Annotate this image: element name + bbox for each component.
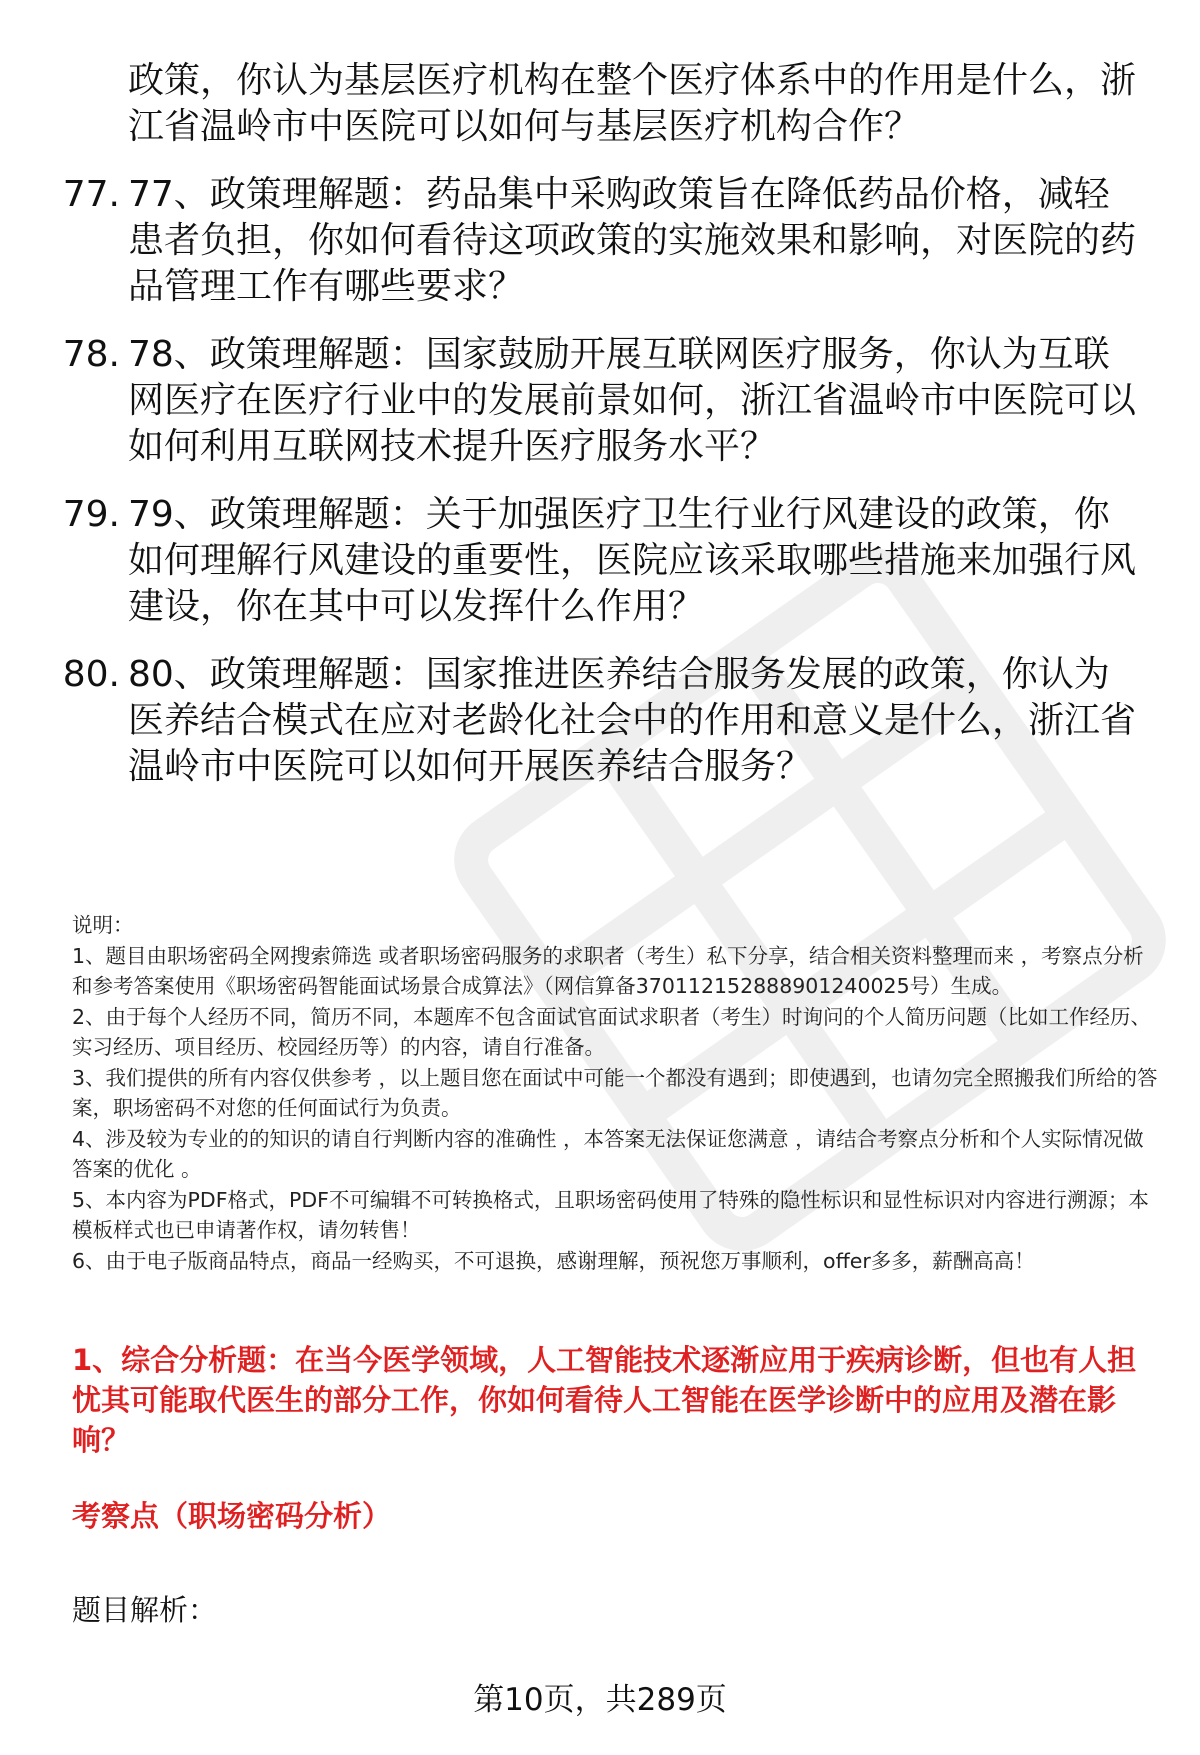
question-item	[0, 332, 1200, 470]
question-number: 80.	[62, 654, 120, 695]
question-list	[0, 58, 1200, 812]
question-number: 77.	[62, 174, 120, 215]
page-footer: 第10页，共289页	[473, 1682, 727, 1718]
note-item: 2、由于每个人经历不同，简历不同，本题库不包含面试官面试求职者（考生）时询问的个人简历问题（比如工作经历、实习经历、项目经历、校园经历等）的内容，请自行准备。	[72, 1004, 1152, 1059]
question-item	[0, 58, 1200, 150]
question-text: 80、政策理解题：国家推进医养结合服务发展的政策，你认为医养结合模式在应对老龄化社会中的作用和意义是什么，浙江省温岭市中医院可以如何开展医养结合服务？	[128, 654, 1137, 787]
analysis-subtitle: 题目解析：	[72, 1593, 218, 1627]
note-item: 3、我们提供的所有内容仅供参考 ，以上题目您在面试中可能一个都没有遇到；即使遇到，也请勿完全照搬我们所给的答案，职场密码不对您的任何面试行为负责。	[72, 1065, 1158, 1120]
question-item	[0, 652, 1200, 790]
question-item	[0, 492, 1200, 630]
question-text: 77、政策理解题：药品集中采购政策旨在降低药品价格，减轻患者负担，你如何看待这项政策的实施效果和影响，对医院的药品管理工作有哪些要求？	[128, 174, 1137, 307]
note-item: 1、题目由职场密码全网搜索筛选 或者职场密码服务的求职者（考生）私下分享，结合相关资料整理而来 ，考察点分析和参考答案使用《职场密码智能面试场景合成算法》（网信算备370112152888901240025号）生成。	[72, 943, 1144, 998]
section-title: 考察点（职场密码分析）	[72, 1499, 392, 1533]
question-text: 78、政策理解题：国家鼓励开展互联网医疗服务，你认为互联网医疗在医疗行业中的发展前景如何，浙江省温岭市中医院可以如何利用互联网技术提升医疗服务水平？	[128, 334, 1137, 467]
question-text: 79、政策理解题：关于加强医疗卫生行业行风建设的政策，你如何理解行风建设的重要性，医院应该采取哪些措施来加强行风建设，你在其中可以发挥什么作用？	[128, 494, 1137, 627]
note-item: 5、本内容为PDF格式，PDF不可编辑不可转换格式，且职场密码使用了特殊的隐性标识和显性标识对内容进行溯源；本模板样式也已申请著作权，请勿转售！	[72, 1187, 1149, 1242]
notes-section	[72, 910, 1162, 1276]
question-item	[0, 172, 1200, 310]
notes-heading: 说明：	[72, 913, 134, 937]
question-number: 78.	[62, 334, 120, 375]
question-title: 1、综合分析题：在当今医学领域，人工智能技术逐渐应用于疾病诊断，但也有人担忧其可能取代医生的部分工作，你如何看待人工智能在医学诊断中的应用及潜在影响？	[72, 1343, 1137, 1457]
question-text: 政策，你认为基层医疗机构在整个医疗体系中的作用是什么，浙江省温岭市中医院可以如何与基层医疗机构合作？	[128, 60, 1137, 147]
question-number: 79.	[62, 494, 120, 535]
note-item: 4、涉及较为专业的的知识的请自行判断内容的准确性 ，本答案无法保证您满意 ，请结合考察点分析和个人实际情况做答案的优化 。	[72, 1126, 1144, 1181]
note-item: 6、由于电子版商品特点，商品一经购买，不可退换，感谢理解，预祝您万事顺利，offer多多，薪酬高高！	[72, 1248, 1035, 1273]
